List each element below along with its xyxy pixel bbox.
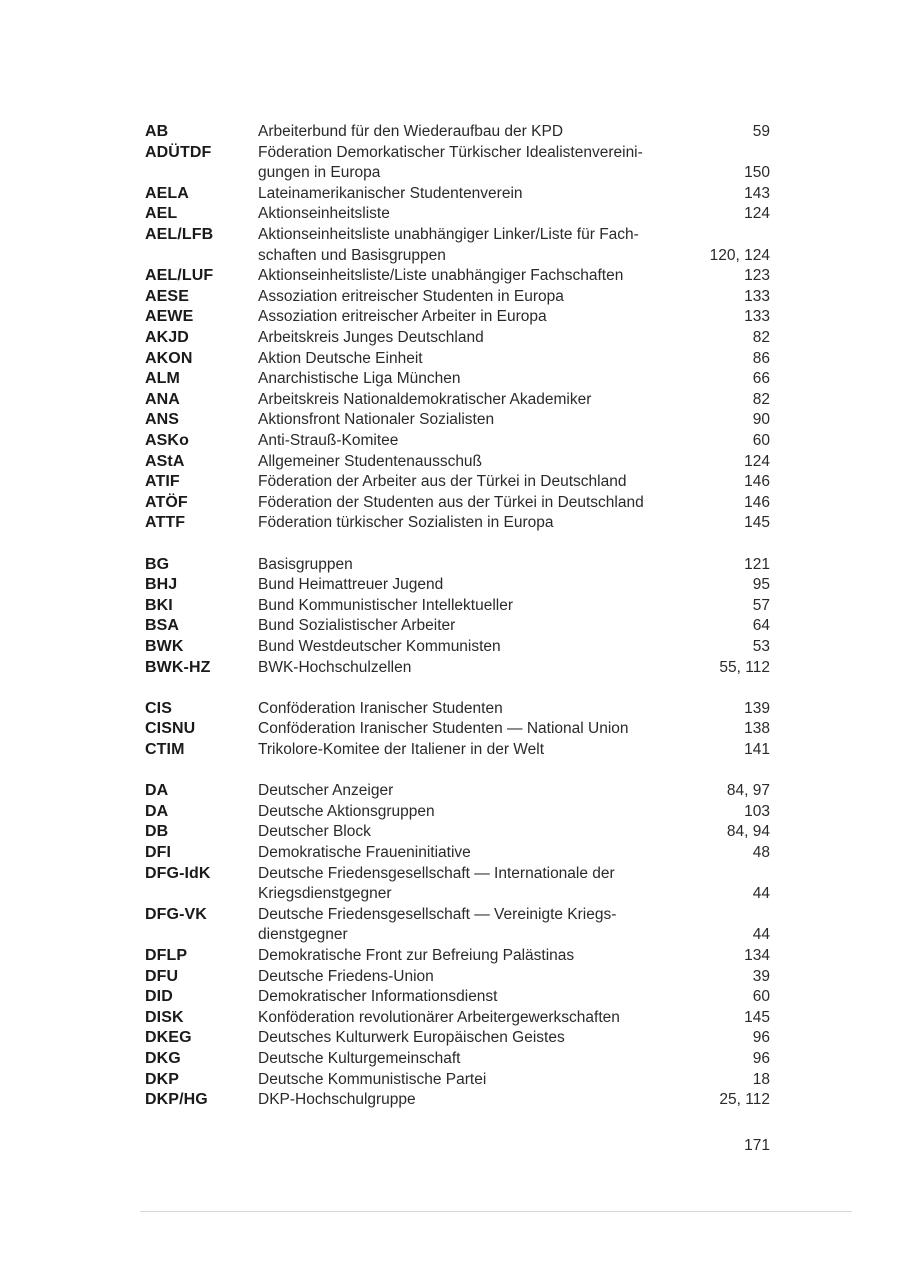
description-line: Konföderation revolutionärer Arbeitergewerkschaften	[258, 1008, 620, 1026]
entry-abbreviation: DKP	[145, 1070, 180, 1088]
entry-page-reference: 44	[752, 885, 770, 903]
entry-description	[258, 369, 708, 390]
entry-page-reference: 90	[752, 411, 770, 429]
entry-description	[258, 719, 708, 740]
description-line: Conföderation Iranischer Studenten — National Union	[258, 720, 629, 738]
entry-page-reference: 145	[744, 514, 770, 532]
entry-page-reference: 60	[752, 432, 770, 449]
index-entry	[0, 699, 900, 720]
entry-abbreviation: ADÜTDF	[145, 143, 212, 161]
bottom-rule	[140, 1211, 852, 1212]
description-line: Deutsche Friedensgesellschaft — Internationale der	[258, 864, 615, 882]
entry-page-reference: 60	[752, 988, 770, 1006]
entry-page-reference: 84, 97	[726, 782, 770, 800]
description-line: Assoziation eritreischer Arbeiter in Europa	[258, 308, 547, 326]
description-line: Bund Westdeutscher Kommunisten	[258, 638, 501, 655]
description-line: Deutscher Anzeiger	[258, 782, 394, 800]
index-entry	[0, 555, 900, 576]
entry-abbreviation: DISK	[145, 1008, 184, 1026]
index-entry	[0, 390, 900, 411]
description-line: Aktionsfront Nationaler Sozialisten	[258, 411, 495, 429]
entry-abbreviation: AESE	[145, 287, 189, 305]
entry-description	[258, 307, 708, 328]
entry-description	[258, 1090, 708, 1111]
entry-description	[258, 905, 708, 946]
entry-page-reference: 18	[752, 1070, 770, 1088]
entry-page-reference: 145	[744, 1008, 770, 1026]
entry-page-reference: 84, 94	[726, 823, 770, 841]
description-line: Trikolore-Komitee der Italiener in der Welt	[258, 741, 545, 758]
index-entry	[0, 802, 900, 823]
description-line: Aktionseinheitsliste	[258, 205, 390, 223]
description-line: Deutsche Kulturgemeinschaft	[258, 1050, 461, 1067]
index-entry	[0, 616, 900, 637]
index-entry	[0, 349, 900, 370]
description-line: Föderation Demorkatischer Türkischer Idealistenvereini-	[258, 143, 643, 161]
entry-description	[258, 822, 708, 843]
entry-page-reference: 150	[744, 164, 770, 182]
entry-description	[258, 596, 708, 617]
entry-page-reference: 66	[752, 370, 770, 388]
entry-abbreviation: AEWE	[145, 308, 194, 326]
entry-description	[258, 1070, 708, 1091]
description-line: Anti-Strauß-Komitee	[258, 432, 399, 449]
description-line: Arbeitskreis Nationaldemokratischer Akademiker	[258, 390, 592, 408]
description-line: Demokratische Fraueninitiative	[258, 844, 471, 861]
entry-description	[258, 575, 708, 596]
entry-page-reference: 64	[752, 617, 770, 635]
entry-page-reference: 55, 112	[719, 658, 770, 676]
index-entry	[0, 658, 900, 679]
entry-page-reference: 124	[744, 452, 770, 470]
entry-abbreviation: BSA	[145, 617, 180, 635]
index-entry	[0, 493, 900, 514]
entry-description	[258, 843, 708, 864]
entry-page-reference: 139	[744, 699, 770, 717]
entry-abbreviation: ANS	[145, 411, 180, 429]
description-line: Deutsche Kommunistische Partei	[258, 1070, 487, 1088]
entry-page-reference: 48	[752, 844, 770, 861]
index-entry	[0, 596, 900, 617]
description-line: Arbeiterbund für den Wiederaufbau der KPD	[258, 123, 564, 140]
entry-description	[258, 1049, 708, 1070]
page-number: 171	[744, 1137, 770, 1154]
entry-description	[258, 287, 708, 308]
description-line: Arbeitskreis Junges Deutschland	[258, 329, 484, 346]
description-line: Lateinamerikanischer Studentenverein	[258, 184, 523, 202]
description-line: Bund Heimattreuer Jugend	[258, 576, 444, 594]
entry-abbreviation: DKG	[145, 1050, 181, 1067]
entry-description	[258, 452, 708, 473]
entry-page-reference: 95	[752, 576, 770, 594]
index-entry	[0, 204, 900, 225]
index-entry	[0, 225, 900, 266]
description-line: Bund Kommunistischer Intellektueller	[258, 596, 514, 614]
entry-page-reference: 123	[744, 267, 770, 285]
entry-page-reference: 39	[752, 967, 770, 985]
description-line: schaften und Basisgruppen	[258, 246, 446, 264]
description-line: Aktionseinheitsliste unabhängiger Linker/Liste für Fach-	[258, 226, 639, 243]
entry-abbreviation: DFG-IdK	[145, 864, 211, 882]
entry-page-reference: 53	[752, 638, 770, 655]
entry-description	[258, 967, 708, 988]
description-line: Föderation der Studenten aus der Türkei in Deutschland	[258, 493, 644, 511]
index-entry	[0, 328, 900, 349]
entry-abbreviation: DFG-VK	[145, 905, 207, 923]
entry-abbreviation: AEL/LUF	[145, 267, 214, 285]
entry-description	[258, 184, 708, 205]
entry-description	[258, 143, 708, 184]
description-line: Deutsche Friedens-Union	[258, 967, 434, 985]
index-entry	[0, 122, 900, 143]
entry-description	[258, 637, 708, 658]
index-entry	[0, 946, 900, 967]
description-line: Föderation der Arbeiter aus der Türkei in Deutschland	[258, 473, 627, 491]
description-line: Conföderation Iranischer Studenten	[258, 699, 503, 717]
index-entry	[0, 987, 900, 1008]
entry-page-reference: 44	[752, 926, 770, 944]
entry-page-reference: 86	[752, 349, 770, 367]
entry-description	[258, 555, 708, 576]
entry-description	[258, 1008, 708, 1029]
entry-abbreviation: ATÖF	[145, 493, 188, 511]
entry-description	[258, 740, 708, 761]
entry-abbreviation: DKP/HG	[145, 1091, 208, 1109]
index-entry	[0, 1028, 900, 1049]
entry-description	[258, 781, 708, 802]
entry-abbreviation: AELA	[145, 184, 189, 202]
index-entry	[0, 864, 900, 905]
entry-abbreviation: BKI	[145, 596, 173, 614]
entry-page-reference: 141	[744, 741, 770, 758]
entry-abbreviation: DFU	[145, 967, 179, 985]
entry-page-reference: 96	[752, 1050, 770, 1067]
entry-description	[258, 946, 708, 967]
index-entry	[0, 740, 900, 761]
entry-abbreviation: DFLP	[145, 947, 188, 964]
entry-description	[258, 616, 708, 637]
entry-abbreviation: DFI	[145, 844, 172, 861]
entry-abbreviation: AStA	[145, 452, 185, 470]
index-entry	[0, 307, 900, 328]
index-entry	[0, 637, 900, 658]
entry-page-reference: 82	[752, 390, 770, 408]
entry-abbreviation: ASKo	[145, 432, 189, 449]
description-line: Basisgruppen	[258, 555, 353, 573]
index-entry	[0, 967, 900, 988]
description-line: Deutsches Kulturwerk Europäischen Geistes	[258, 1029, 565, 1047]
entry-page-reference: 103	[744, 802, 770, 820]
description-line: Allgemeiner Studentenausschuß	[258, 452, 483, 470]
description-line: Bund Sozialistischer Arbeiter	[258, 617, 456, 635]
entry-description	[258, 513, 708, 534]
index-entry	[0, 287, 900, 308]
index-entry	[0, 452, 900, 473]
entry-page-reference: 143	[744, 184, 770, 202]
description-line: BWK-Hochschulzellen	[258, 658, 412, 676]
entry-page-reference: 120, 124	[709, 246, 770, 264]
index-entry	[0, 143, 900, 184]
entry-abbreviation: BWK-HZ	[145, 658, 211, 676]
entry-page-reference: 134	[744, 947, 770, 964]
entry-description	[258, 225, 708, 266]
index-entry	[0, 513, 900, 534]
entry-abbreviation: CIS	[145, 699, 172, 717]
index-entry	[0, 472, 900, 493]
entry-abbreviation: DB	[145, 823, 169, 841]
entry-page-reference: 25, 112	[719, 1091, 770, 1109]
index-entry	[0, 1070, 900, 1091]
index-entry	[0, 905, 900, 946]
entry-description	[258, 122, 708, 143]
description-line: Föderation türkischer Sozialisten in Europa	[258, 514, 554, 532]
entry-abbreviation: DA	[145, 802, 169, 820]
entry-description	[258, 390, 708, 411]
index-entry	[0, 410, 900, 431]
entry-description	[258, 266, 708, 287]
index-entry	[0, 575, 900, 596]
index-entry	[0, 719, 900, 740]
entry-abbreviation: ANA	[145, 390, 180, 408]
entry-description	[258, 699, 708, 720]
description-line: dienstgegner	[258, 926, 348, 944]
description-line: Assoziation eritreischer Studenten in Europa	[258, 287, 564, 305]
entry-abbreviation: DID	[145, 988, 173, 1006]
description-line: gungen in Europa	[258, 164, 381, 182]
entry-description	[258, 1028, 708, 1049]
entry-abbreviation: DA	[145, 782, 169, 800]
entry-page-reference: 133	[744, 308, 770, 326]
entry-abbreviation: AEL/LFB	[145, 226, 214, 243]
entry-abbreviation: ALM	[145, 370, 180, 388]
entry-description	[258, 349, 708, 370]
entry-description	[258, 658, 708, 679]
index-entry	[0, 843, 900, 864]
entry-abbreviation: BWK	[145, 638, 184, 655]
index-entry	[0, 1008, 900, 1029]
description-line: Deutsche Friedensgesellschaft — Vereinigte Kriegs-	[258, 905, 617, 923]
entry-abbreviation: AEL	[145, 205, 178, 223]
description-line: Aktionseinheitsliste/Liste unabhängiger Fachschaften	[258, 267, 624, 285]
entry-page-reference: 96	[752, 1029, 770, 1047]
entry-description	[258, 864, 708, 905]
description-line: Demokratischer Informationsdienst	[258, 988, 498, 1006]
index-entry	[0, 1090, 900, 1111]
description-line: Demokratische Front zur Befreiung Palästinas	[258, 947, 575, 964]
entry-abbreviation: BHJ	[145, 576, 178, 594]
entry-description	[258, 987, 708, 1008]
entry-abbreviation: AKJD	[145, 329, 189, 346]
entry-description	[258, 472, 708, 493]
entry-page-reference: 82	[752, 329, 770, 346]
index-entry	[0, 431, 900, 452]
index-entry	[0, 184, 900, 205]
index-entry	[0, 781, 900, 802]
index-entry	[0, 266, 900, 287]
entry-page-reference: 146	[744, 473, 770, 491]
entry-abbreviation: BG	[145, 555, 170, 573]
entry-description	[258, 802, 708, 823]
entry-abbreviation: CTIM	[145, 741, 185, 758]
description-line: Deutscher Block	[258, 823, 371, 841]
description-line: Aktion Deutsche Einheit	[258, 349, 423, 367]
entry-page-reference: 138	[744, 720, 770, 738]
description-line: Anarchistische Liga München	[258, 370, 461, 388]
entry-description	[258, 410, 708, 431]
index-entry	[0, 1049, 900, 1070]
entry-page-reference: 121	[744, 555, 770, 573]
entry-page-reference: 59	[752, 123, 770, 140]
entry-abbreviation: ATTF	[145, 514, 186, 532]
description-line: Deutsche Aktionsgruppen	[258, 802, 435, 820]
entry-abbreviation: AKON	[145, 349, 193, 367]
index-entry	[0, 822, 900, 843]
description-line: DKP-Hochschulgruppe	[258, 1091, 416, 1109]
index-entry	[0, 369, 900, 390]
entry-abbreviation: CISNU	[145, 720, 196, 738]
entry-page-reference: 57	[752, 596, 770, 614]
entry-abbreviation: AB	[145, 123, 169, 140]
entry-abbreviation: DKEG	[145, 1029, 192, 1047]
entry-description	[258, 431, 708, 452]
entry-description	[258, 493, 708, 514]
entry-description	[258, 204, 708, 225]
entry-page-reference: 124	[744, 205, 770, 223]
description-line: Kriegsdienstgegner	[258, 885, 392, 903]
entry-abbreviation: ATIF	[145, 473, 180, 491]
entry-page-reference: 146	[744, 493, 770, 511]
entry-page-reference: 133	[744, 287, 770, 305]
entry-description	[258, 328, 708, 349]
